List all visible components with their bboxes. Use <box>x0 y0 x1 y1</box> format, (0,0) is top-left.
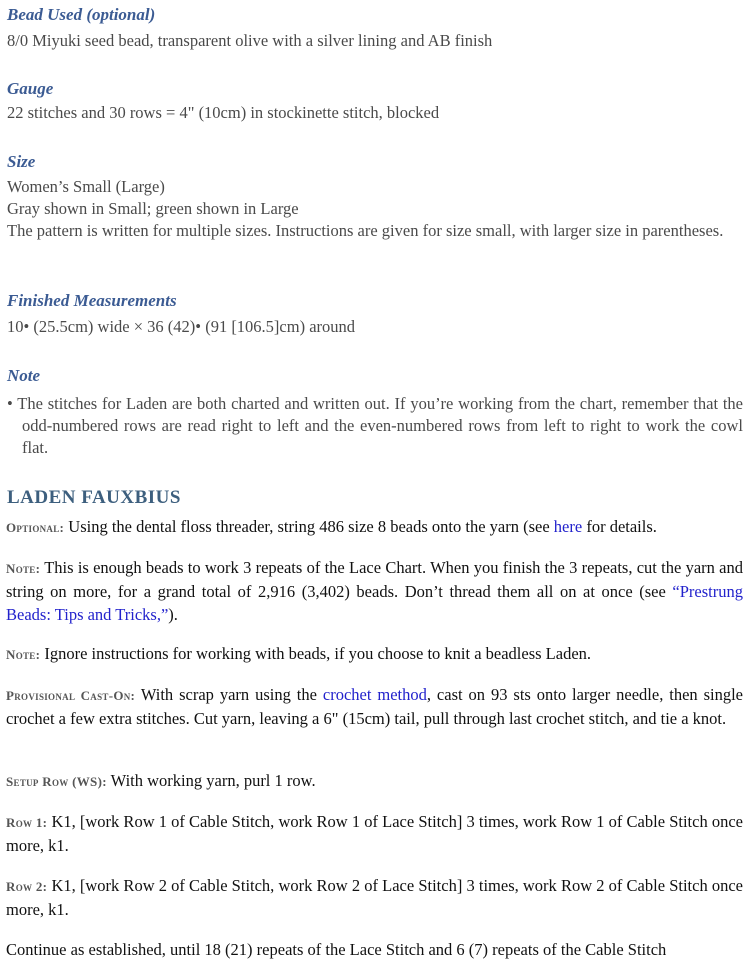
finished-heading: Finished Measurements <box>7 291 177 310</box>
size-line-2: Gray shown in Small; green shown in Large <box>7 199 299 218</box>
bead-heading: Bead Used (optional) <box>7 5 156 24</box>
optional-paragraph <box>6 515 743 539</box>
size-heading: Size <box>7 152 36 171</box>
optional-text-1: Using the dental floss threader, string 486 size 8 beads onto the yarn (see <box>64 517 554 536</box>
cast-on-label: Provisional Cast-On: <box>6 688 136 703</box>
row1-text: K1, [work Row 1 of Cable Stitch, work Row 1 of Lace Stitch] 3 times, work Row 1 of Cable Stitch once more, k1. <box>6 812 743 855</box>
note1-label: Note: <box>6 561 41 576</box>
note2-label: Note: <box>6 647 41 662</box>
setup-text: With working yarn, purl 1 row. <box>106 771 316 790</box>
note-bullet: • The stitches for Laden are both charted and written out. If you’re working from the chart, remember that the odd-numbered rows are read right to left and the even-numbered rows from left to right to work the cowl flat. <box>7 394 743 457</box>
gauge-heading: Gauge <box>7 79 54 98</box>
cast-on-text-1: With scrap yarn using the <box>135 685 323 704</box>
cast-on-paragraph <box>6 683 743 730</box>
crochet-method-link[interactable]: crochet method <box>322 685 427 704</box>
bead-text: 8/0 Miyuki seed bead, transparent olive with a silver lining and AB finish <box>7 31 493 50</box>
continue-paragraph: Continue as established, until 18 (21) repeats of the Lace Stitch and 6 (7) repeats of the Cable Stitch <box>6 940 667 959</box>
row2-text: K1, [work Row 2 of Cable Stitch, work Row 2 of Lace Stitch] 3 times, work Row 2 of Cable Stitch once more, k1. <box>6 876 743 919</box>
optional-text-2: for details. <box>582 517 657 536</box>
setup-paragraph <box>6 769 743 793</box>
note1-text-1: This is enough beads to work 3 repeats of the Lace Chart. When you finish the 3 repeats, cut the yarn and string on more, for a grand total of 2,916 (3,402) beads. Don’t thread them all on at once (see <box>6 558 743 601</box>
cast-on-text-2: , cast on 93 sts onto larger needle, then single crochet a few extra stitches. Cut yarn, leaving a 6" (15cm) tail, pull through last crochet stitch, and tie a knot. <box>6 685 744 728</box>
note2-text: Ignore instructions for working with beads, if you choose to knit a beadless Laden. <box>40 644 592 663</box>
row2-paragraph <box>6 874 743 921</box>
note1-paragraph <box>6 556 743 626</box>
prestrung-beads-link[interactable]: “Prestrung Beads: Tips and Tricks,” <box>6 582 743 624</box>
note1-text-2: ). <box>168 605 178 624</box>
section-title: LADEN FAUXBIUS <box>7 487 181 508</box>
finished-text: 10• (25.5cm) wide × 36 (42)• (91 [106.5]cm) around <box>7 317 356 336</box>
row1-paragraph <box>6 810 743 857</box>
size-line-1: Women’s Small (Large) <box>7 177 165 196</box>
note2-paragraph <box>6 642 743 666</box>
gauge-text: 22 stitches and 30 rows = 4" (10cm) in stockinette stitch, blocked <box>7 103 440 122</box>
size-line-3: The pattern is written for multiple sizes. Instructions are given for size small, with larger size in parentheses. <box>7 221 724 240</box>
optional-label: Optional: <box>6 520 65 535</box>
setup-label: Setup Row (WS): <box>6 774 107 789</box>
here-link[interactable]: here <box>553 517 583 536</box>
row2-label: Row 2: <box>6 879 48 894</box>
row1-label: Row 1: <box>6 815 48 830</box>
note-heading: Note <box>7 366 41 385</box>
